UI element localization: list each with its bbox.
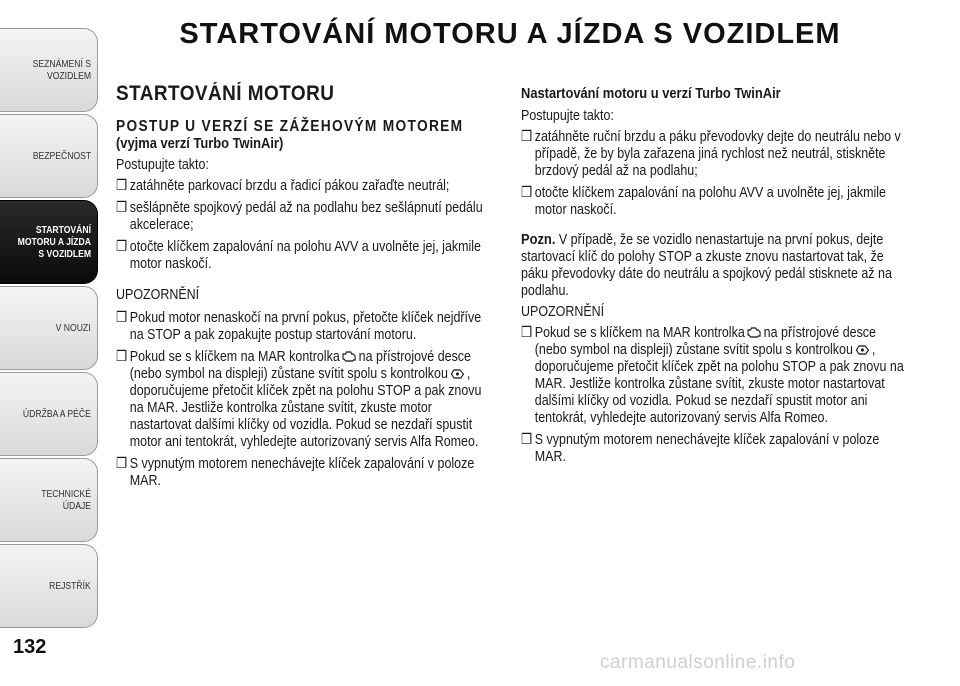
chapter-tab-seznameni[interactable] (0, 28, 98, 112)
checkbox-bullet-icon: ❒ (521, 129, 533, 145)
immobilizer-key-icon (855, 344, 870, 355)
checkbox-bullet-icon: ❒ (116, 310, 128, 326)
warning-label: UPOZORNĚNÍ (116, 287, 200, 303)
engine-warning-icon (341, 351, 356, 362)
list-item: ❒ Pokud motor nenaskočí na první pokus, přetočte klíček nejdříve na STOP a pak zopakujte postup startování motoru. (116, 310, 482, 343)
left-column (116, 82, 506, 495)
intro-text: Postupujte takto: (521, 108, 614, 124)
immobilizer-key-icon (450, 368, 465, 379)
list-item: ❒ sešlápněte spojkový pedál až na podlahu bez sešlápnutí pedálu akcelerace; (116, 200, 483, 233)
checkbox-bullet-icon: ❒ (116, 200, 128, 216)
tab-label: STARTOVÁNÍ MOTORU A JÍZDA S VOZIDLEM (17, 224, 91, 260)
page-title: STARTOVÁNÍ MOTORU A JÍZDA S VOZIDLEM (179, 18, 841, 50)
subsection-heading: POSTUP U VERZÍ SE ZÁŽEHOVÝM MOTOREM (116, 118, 464, 135)
tab-label: SEZNÁMENÍ S VOZIDLEM (32, 58, 91, 82)
section-heading: STARTOVÁNÍ MOTORU (116, 82, 335, 105)
page-number: 132 (13, 636, 47, 658)
chapter-tab-udrzba[interactable] (0, 372, 98, 456)
checkbox-bullet-icon: ❒ (521, 432, 533, 448)
list-item: ❒ otočte klíčkem zapalování na polohu AVV a uvolněte jej, jakmile motor naskočí. (116, 239, 481, 272)
list-item: ❒ otočte klíčkem zapalování na polohu AVV a uvolněte jej, jakmile motor naskočí. (521, 185, 886, 218)
list-item: ❒ S vypnutým motorem nenechávejte klíček zapalování v poloze MAR. (116, 456, 475, 489)
tab-label: V NOUZI (56, 322, 91, 334)
checkbox-bullet-icon: ❒ (116, 349, 128, 365)
checkbox-bullet-icon: ❒ (521, 325, 533, 341)
watermark: carmanualsonline.info (600, 652, 796, 673)
list-item: ❒ zatáhněte ruční brzdu a páku převodovky dejte do neutrálu nebo v případě, že by byla zařazena jiná rychlost než neutrál, stiskněte brzdový pedál až na podlahu; (521, 129, 901, 179)
chapter-tab-technicke-udaje[interactable] (0, 458, 98, 542)
tab-label: REJSTŘÍK (49, 580, 91, 592)
list-item: ❒ Pokud se s klíčkem na MAR kontrolka na přístrojové desce (nebo symbol na displeji) zůstane svítit spolu s kontrolkou , doporučujeme přetočit klíček zpět na polohu STOP a pak znovu na MAR. Jestliže kontrolka zůstane svítit, zkuste motor nastartovat dalšími klíčky od vozidla. Pokud se nezdaří spustit motor ani tentokrát, vyhledejte autorizovaný servis Alfa Romeo. (521, 325, 904, 426)
checkbox-bullet-icon: ❒ (116, 239, 128, 255)
right-column (521, 85, 916, 471)
chapter-tab-startovani[interactable] (0, 200, 98, 284)
chapter-tab-v-nouzi[interactable] (0, 286, 98, 370)
chapter-tab-bezpecnost[interactable] (0, 114, 98, 198)
note-label: Pozn. (521, 231, 556, 248)
subsection-heading: Nastartování motoru u verzí Turbo TwinAir (521, 85, 781, 102)
checkbox-bullet-icon: ❒ (521, 185, 533, 201)
list-item: ❒ Pokud se s klíčkem na MAR kontrolka na přístrojové desce (nebo symbol na displeji) zůstane svítit spolu s kontrolkou , doporučujeme přetočit klíček zpět na polohu STOP a pak znovu na MAR. Jestliže kontrolka zůstane svítit, zkuste motor nastartovat dalšími klíčky od vozidla. Pokud se nezdaří spustit motor ani tentokrát, vyhledejte autorizovaný servis Alfa Romeo. (116, 349, 482, 450)
list-item: ❒ zatáhněte parkovací brzdu a řadicí pákou zařaďte neutrál; (116, 178, 450, 194)
checkbox-bullet-icon: ❒ (116, 456, 128, 472)
tab-label: BEZPEČNOST (32, 150, 91, 162)
chapter-tab-rejstrik[interactable] (0, 544, 98, 628)
note-paragraph: Pozn. V případě, že se vozidlo nenastartuje na první pokus, dejte startovací klíč do polohy STOP a zkuste znovu nastartovat tak, že páku převodovky dáte do neutrálu a spojkový pedál stisknete až na podlahu. (521, 231, 892, 299)
warning-label: UPOZORNĚNÍ (521, 304, 605, 320)
checkbox-bullet-icon: ❒ (116, 178, 128, 194)
subsection-note: (vyjma verzí Turbo TwinAir) (116, 135, 284, 152)
intro-text: Postupujte takto: (116, 157, 209, 173)
tab-label: ÚDRŽBA A PÉČE (23, 408, 91, 420)
chapter-sidebar (0, 28, 100, 630)
tab-label: TECHNICKÉ ÚDAJE (41, 488, 91, 512)
list-item: ❒ S vypnutým motorem nenechávejte klíček zapalování v poloze MAR. (521, 432, 880, 465)
engine-warning-icon (746, 327, 761, 338)
